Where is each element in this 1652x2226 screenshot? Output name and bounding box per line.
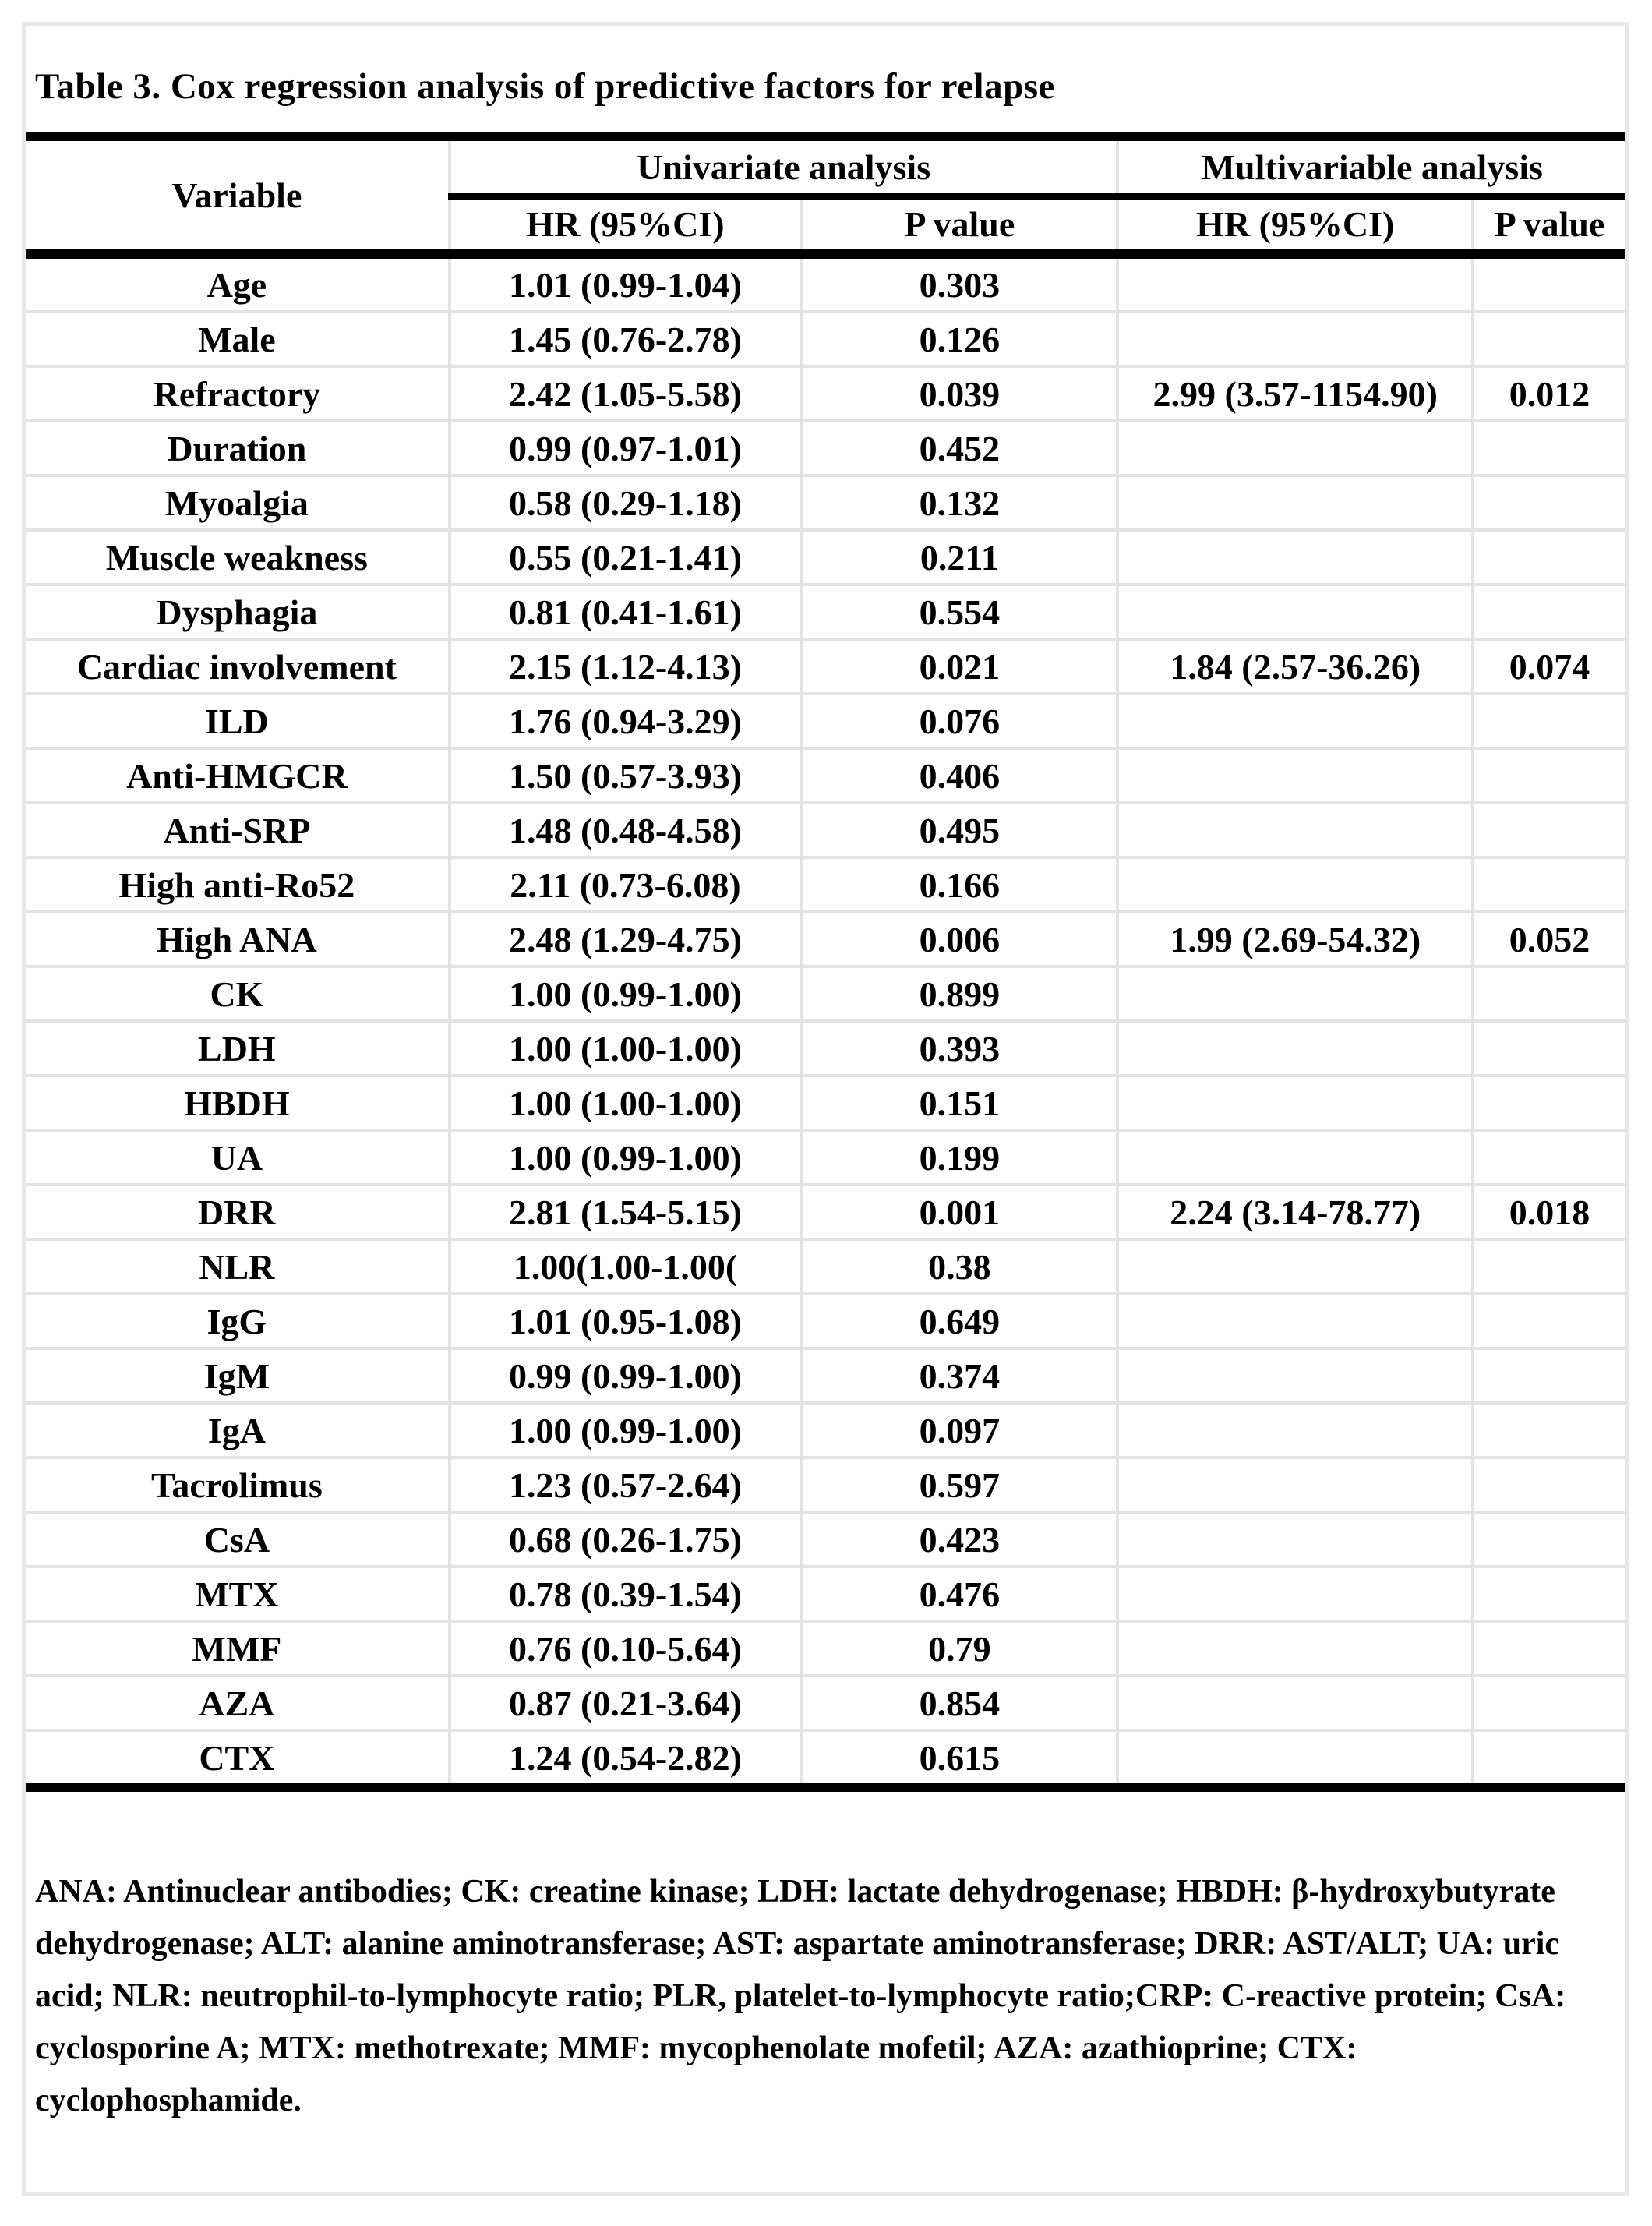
column-group-multivariable: Multivariable analysis — [1117, 136, 1625, 196]
multivariable-p-cell — [1473, 1730, 1625, 1788]
multivariable-p-cell: 0.052 — [1473, 912, 1625, 966]
table-row — [26, 421, 1625, 475]
variable-cell: DRR — [26, 1185, 450, 1239]
univariate-hr-cell: 1.00 (0.99-1.00) — [450, 1403, 801, 1458]
variable-cell: IgA — [26, 1403, 450, 1458]
footnote-line: acid; NLR: neutrophil-to-lymphocyte ratio; PLR, platelet-to-lymphocyte ratio;CRP: C-reactive protein; CsA: — [35, 1978, 1566, 2014]
multivariable-p-cell — [1473, 585, 1625, 639]
multivariable-p-cell: 0.074 — [1473, 639, 1625, 694]
univariate-hr-cell: 1.01 (0.99-1.04) — [450, 254, 801, 313]
univariate-hr-cell: 0.99 (0.97-1.01) — [450, 421, 801, 475]
univariate-hr-cell: 0.99 (0.99-1.00) — [450, 1348, 801, 1403]
table-row — [26, 312, 1625, 366]
univariate-p-cell: 0.132 — [801, 475, 1117, 530]
multivariable-hr-cell — [1117, 1730, 1473, 1788]
table-row — [26, 912, 1625, 966]
univariate-hr-cell: 1.45 (0.76-2.78) — [450, 312, 801, 366]
table-title: Table 3. Cox regression analysis of predictive factors for relapse — [35, 66, 1055, 107]
multivariable-hr-cell — [1117, 1403, 1473, 1458]
multivariable-hr-cell — [1117, 421, 1473, 475]
multivariable-p-cell — [1473, 1512, 1625, 1567]
univariate-p-cell: 0.554 — [801, 585, 1117, 639]
univariate-p-cell: 0.097 — [801, 1403, 1117, 1458]
multivariable-p-cell — [1473, 530, 1625, 585]
footnote-line: dehydrogenase; ALT: alanine aminotransferase; AST: aspartate aminotransferase; DRR: AST/ALT; UA: uric — [35, 1926, 1560, 1962]
table-row — [26, 1621, 1625, 1676]
variable-cell: CK — [26, 966, 450, 1021]
column-header-multivariable-p: P value — [1473, 196, 1625, 254]
multivariable-hr-cell — [1117, 1021, 1473, 1076]
variable-cell: Duration — [26, 421, 450, 475]
table-row — [26, 1239, 1625, 1294]
multivariable-p-cell — [1473, 1567, 1625, 1621]
table-row — [26, 254, 1625, 313]
univariate-hr-cell: 0.55 (0.21-1.41) — [450, 530, 801, 585]
univariate-p-cell: 0.649 — [801, 1294, 1117, 1348]
multivariable-hr-cell: 1.99 (2.69-54.32) — [1117, 912, 1473, 966]
multivariable-hr-cell — [1117, 530, 1473, 585]
table-row — [26, 1512, 1625, 1567]
variable-cell: Tacrolimus — [26, 1458, 450, 1512]
variable-cell: MMF — [26, 1621, 450, 1676]
multivariable-hr-cell — [1117, 694, 1473, 748]
multivariable-hr-cell: 2.24 (3.14-78.77) — [1117, 1185, 1473, 1239]
multivariable-hr-cell — [1117, 475, 1473, 530]
table-row — [26, 1294, 1625, 1348]
univariate-p-cell: 0.001 — [801, 1185, 1117, 1239]
multivariable-p-cell — [1473, 312, 1625, 366]
table-row — [26, 530, 1625, 585]
univariate-p-cell: 0.006 — [801, 912, 1117, 966]
variable-cell: CsA — [26, 1512, 450, 1567]
table-row — [26, 585, 1625, 639]
univariate-hr-cell: 1.00(1.00-1.00( — [450, 1239, 801, 1294]
multivariable-p-cell — [1473, 254, 1625, 313]
multivariable-hr-cell: 2.99 (3.57-1154.90) — [1117, 366, 1473, 421]
column-header-multivariable-hr: HR (95%CI) — [1117, 196, 1473, 254]
univariate-p-cell: 0.79 — [801, 1621, 1117, 1676]
univariate-p-cell: 0.076 — [801, 694, 1117, 748]
multivariable-hr-cell — [1117, 803, 1473, 857]
footnote-line: cyclophosphamide. — [35, 2083, 302, 2118]
multivariable-hr-cell — [1117, 857, 1473, 912]
univariate-p-cell: 0.021 — [801, 639, 1117, 694]
multivariable-p-cell: 0.012 — [1473, 366, 1625, 421]
univariate-p-cell: 0.211 — [801, 530, 1117, 585]
variable-cell: NLR — [26, 1239, 450, 1294]
column-header-univariate-hr: HR (95%CI) — [450, 196, 801, 254]
univariate-p-cell: 0.615 — [801, 1730, 1117, 1788]
univariate-hr-cell: 0.68 (0.26-1.75) — [450, 1512, 801, 1567]
variable-cell: Age — [26, 254, 450, 313]
multivariable-hr-cell — [1117, 1512, 1473, 1567]
univariate-hr-cell: 1.00 (0.99-1.00) — [450, 966, 801, 1021]
univariate-p-cell: 0.38 — [801, 1239, 1117, 1294]
univariate-hr-cell: 1.76 (0.94-3.29) — [450, 694, 801, 748]
multivariable-p-cell — [1473, 1348, 1625, 1403]
univariate-p-cell: 0.406 — [801, 748, 1117, 803]
univariate-hr-cell: 2.11 (0.73-6.08) — [450, 857, 801, 912]
column-group-univariate: Univariate analysis — [450, 136, 1118, 196]
multivariable-hr-cell — [1117, 1567, 1473, 1621]
univariate-p-cell: 0.151 — [801, 1076, 1117, 1130]
variable-cell: MTX — [26, 1567, 450, 1621]
univariate-hr-cell: 0.58 (0.29-1.18) — [450, 475, 801, 530]
multivariable-hr-cell — [1117, 312, 1473, 366]
univariate-p-cell: 0.495 — [801, 803, 1117, 857]
multivariable-p-cell — [1473, 748, 1625, 803]
univariate-hr-cell: 0.87 (0.21-3.64) — [450, 1676, 801, 1730]
table-row — [26, 475, 1625, 530]
variable-cell: AZA — [26, 1676, 450, 1730]
multivariable-hr-cell — [1117, 748, 1473, 803]
univariate-hr-cell: 1.00 (1.00-1.00) — [450, 1076, 801, 1130]
column-header-variable: Variable — [26, 136, 450, 254]
multivariable-hr-cell — [1117, 1621, 1473, 1676]
multivariable-p-cell — [1473, 421, 1625, 475]
multivariable-hr-cell: 1.84 (2.57-36.26) — [1117, 639, 1473, 694]
multivariable-p-cell — [1473, 966, 1625, 1021]
univariate-p-cell: 0.126 — [801, 312, 1117, 366]
variable-cell: HBDH — [26, 1076, 450, 1130]
cox-regression-table — [26, 132, 1625, 1792]
table-row — [26, 1458, 1625, 1512]
table-row — [26, 966, 1625, 1021]
variable-cell: Cardiac involvement — [26, 639, 450, 694]
multivariable-p-cell — [1473, 1621, 1625, 1676]
table-row — [26, 1348, 1625, 1403]
multivariable-p-cell — [1473, 857, 1625, 912]
table-row — [26, 1021, 1625, 1076]
univariate-hr-cell: 0.76 (0.10-5.64) — [450, 1621, 801, 1676]
univariate-hr-cell: 1.01 (0.95-1.08) — [450, 1294, 801, 1348]
multivariable-p-cell — [1473, 1076, 1625, 1130]
univariate-hr-cell: 1.23 (0.57-2.64) — [450, 1458, 801, 1512]
multivariable-hr-cell — [1117, 1076, 1473, 1130]
footnote-line: cyclosporine A; MTX: methotrexate; MMF: mycophenolate mofetil; AZA: azathioprine; CTX: — [35, 2030, 1357, 2066]
univariate-hr-cell: 2.15 (1.12-4.13) — [450, 639, 801, 694]
table-header — [26, 136, 1625, 254]
table-row — [26, 1676, 1625, 1730]
multivariable-hr-cell — [1117, 1239, 1473, 1294]
multivariable-p-cell: 0.018 — [1473, 1185, 1625, 1239]
univariate-hr-cell: 2.48 (1.29-4.75) — [450, 912, 801, 966]
multivariable-hr-cell — [1117, 254, 1473, 313]
abbreviations-footnote — [35, 1866, 1594, 2127]
univariate-hr-cell: 2.42 (1.05-5.58) — [450, 366, 801, 421]
table-row — [26, 748, 1625, 803]
univariate-hr-cell: 1.00 (1.00-1.00) — [450, 1021, 801, 1076]
univariate-p-cell: 0.039 — [801, 366, 1117, 421]
univariate-hr-cell: 1.24 (0.54-2.82) — [450, 1730, 801, 1788]
multivariable-hr-cell — [1117, 1348, 1473, 1403]
multivariable-hr-cell — [1117, 1676, 1473, 1730]
table-row — [26, 366, 1625, 421]
variable-cell: Dysphagia — [26, 585, 450, 639]
multivariable-hr-cell — [1117, 585, 1473, 639]
variable-cell: IgM — [26, 1348, 450, 1403]
table-row — [26, 1567, 1625, 1621]
univariate-p-cell: 0.452 — [801, 421, 1117, 475]
table-row — [26, 1185, 1625, 1239]
table-row — [26, 694, 1625, 748]
univariate-p-cell: 0.303 — [801, 254, 1117, 313]
multivariable-p-cell — [1473, 475, 1625, 530]
multivariable-p-cell — [1473, 1458, 1625, 1512]
multivariable-p-cell — [1473, 1239, 1625, 1294]
variable-cell: Anti-SRP — [26, 803, 450, 857]
variable-cell: LDH — [26, 1021, 450, 1076]
univariate-p-cell: 0.166 — [801, 857, 1117, 912]
variable-cell: High ANA — [26, 912, 450, 966]
univariate-hr-cell: 1.00 (0.99-1.00) — [450, 1130, 801, 1185]
table-row — [26, 1730, 1625, 1788]
table-row — [26, 1130, 1625, 1185]
multivariable-hr-cell — [1117, 1458, 1473, 1512]
univariate-p-cell: 0.199 — [801, 1130, 1117, 1185]
variable-cell: Anti-HMGCR — [26, 748, 450, 803]
univariate-hr-cell: 1.48 (0.48-4.58) — [450, 803, 801, 857]
multivariable-hr-cell — [1117, 1294, 1473, 1348]
univariate-hr-cell: 0.81 (0.41-1.61) — [450, 585, 801, 639]
univariate-p-cell: 0.899 — [801, 966, 1117, 1021]
univariate-p-cell: 0.476 — [801, 1567, 1117, 1621]
table-row — [26, 1403, 1625, 1458]
header-spanner-row — [26, 136, 1625, 196]
univariate-p-cell: 0.854 — [801, 1676, 1117, 1730]
column-header-univariate-p: P value — [801, 196, 1117, 254]
variable-cell: Muscle weakness — [26, 530, 450, 585]
variable-cell: Male — [26, 312, 450, 366]
multivariable-p-cell — [1473, 1403, 1625, 1458]
variable-cell: IgG — [26, 1294, 450, 1348]
table-body — [26, 254, 1625, 1788]
multivariable-hr-cell — [1117, 966, 1473, 1021]
univariate-hr-cell: 2.81 (1.54-5.15) — [450, 1185, 801, 1239]
variable-cell: High anti-Ro52 — [26, 857, 450, 912]
table-row — [26, 857, 1625, 912]
variable-cell: UA — [26, 1130, 450, 1185]
univariate-p-cell: 0.393 — [801, 1021, 1117, 1076]
footnote-line: ANA: Antinuclear antibodies; CK: creatine kinase; LDH: lactate dehydrogenase; HBDH: β-hydroxybutyrate — [35, 1874, 1555, 1910]
univariate-p-cell: 0.374 — [801, 1348, 1117, 1403]
variable-cell: ILD — [26, 694, 450, 748]
multivariable-p-cell — [1473, 803, 1625, 857]
variable-cell: CTX — [26, 1730, 450, 1788]
table-row — [26, 1076, 1625, 1130]
variable-cell: Refractory — [26, 366, 450, 421]
univariate-p-cell: 0.423 — [801, 1512, 1117, 1567]
page-frame — [22, 22, 1629, 2196]
table-row — [26, 803, 1625, 857]
univariate-hr-cell: 1.50 (0.57-3.93) — [450, 748, 801, 803]
multivariable-p-cell — [1473, 1676, 1625, 1730]
variable-cell: Myoalgia — [26, 475, 450, 530]
multivariable-p-cell — [1473, 1130, 1625, 1185]
multivariable-p-cell — [1473, 1294, 1625, 1348]
univariate-p-cell: 0.597 — [801, 1458, 1117, 1512]
multivariable-hr-cell — [1117, 1130, 1473, 1185]
univariate-hr-cell: 0.78 (0.39-1.54) — [450, 1567, 801, 1621]
multivariable-p-cell — [1473, 1021, 1625, 1076]
table-row — [26, 639, 1625, 694]
multivariable-p-cell — [1473, 694, 1625, 748]
